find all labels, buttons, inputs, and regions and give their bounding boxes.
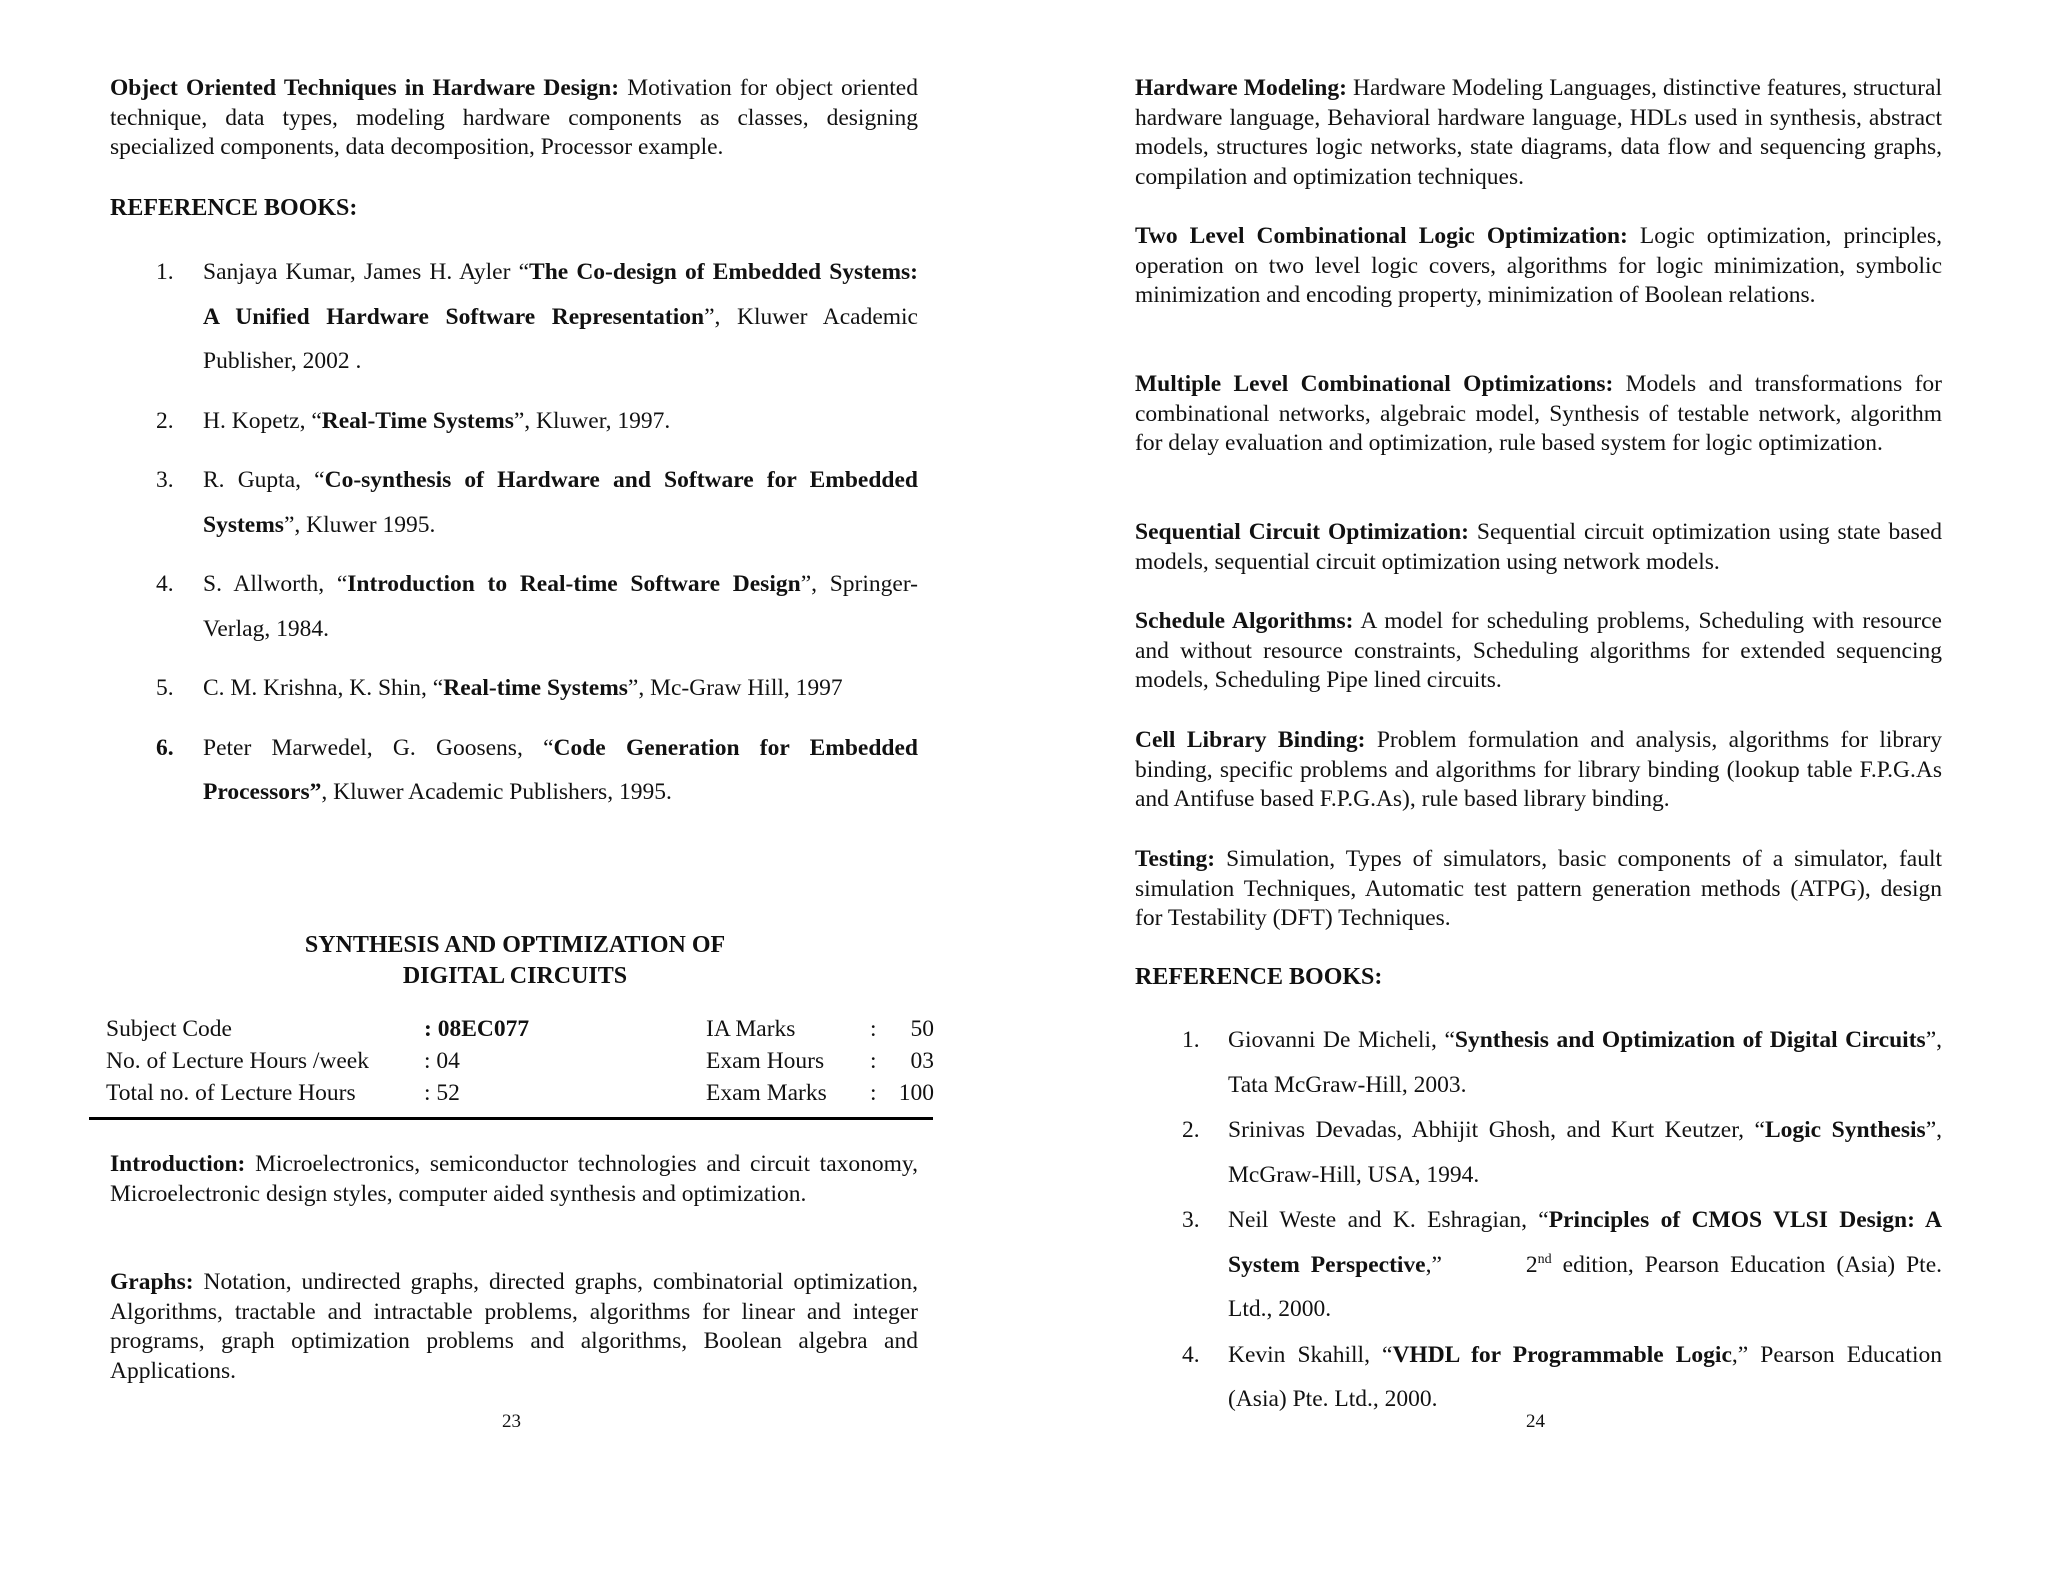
intro-paragraph (110, 1150, 918, 1209)
course-title-line2: DIGITAL CIRCUITS (402, 963, 628, 989)
section-text: Models and transformations for combinational networks, algebraic model, Synthesis of testable network, algorithm for delay evaluation and optimization, rule based system for logic optimization. (1135, 371, 1943, 456)
ref-number: 4. (1182, 1341, 1200, 1368)
ref-number: 1. (156, 259, 174, 285)
oop-heading: Object Oriented Techniques in Hardware Design: (110, 75, 620, 101)
ref-body: Sanjaya Kumar, James H. Ayler “The Co-design of Embedded Systems: A Unified Hardware Software Representation”, Kluwer Academic Publisher, 2002 . (203, 259, 918, 374)
ref-number: 3. (156, 467, 174, 493)
list-item (1182, 1333, 1942, 1422)
page-right (1024, 0, 2048, 1582)
ref-body: S. Allworth, “Introduction to Real-time Software Design”, Springer-Verlag, 1984. (203, 571, 919, 642)
meta-label: Total no. of Lecture Hours (106, 1080, 356, 1106)
course-title (150, 930, 880, 992)
section-heading: Multiple Level Combinational Optimizations: (1135, 371, 1614, 397)
page-number: 23 (502, 1411, 521, 1432)
ref-title: Co-synthesis of Hardware and Software for Embedded Systems (203, 467, 918, 538)
meta-value: 50 (910, 1016, 934, 1042)
edition-number: 2 (1525, 1251, 1538, 1278)
meta-value: : 08EC077 (424, 1016, 530, 1042)
section-text: Hardware Modeling Languages, distinctive features, structural hardware language, Behavioral hardware language, HDLs used in synthesis, abstract models, structures logic networks, state diagrams, data flow and sequencing graphs, compilation and optimization techniques. (1135, 75, 1942, 190)
section-multiple-level-optimization (1135, 370, 1942, 459)
right-ref-list (1182, 1018, 1942, 1422)
ref-title: Code Generation for Embedded Processors” (203, 734, 918, 805)
list-item (156, 399, 918, 444)
meta-value: 03 (910, 1048, 934, 1074)
left-ref-heading: REFERENCE BOOKS: (110, 195, 358, 221)
ref-number: 2. (156, 407, 174, 434)
meta-colon: : (870, 1048, 877, 1074)
section-cell-library-binding (1135, 726, 1942, 815)
ref-title: Real-time Systems (443, 675, 628, 701)
list-item (1182, 1198, 1942, 1332)
section-two-level-optimization (1135, 222, 1942, 311)
section-heading: Cell Library Binding: (1135, 727, 1366, 753)
section-text: A model for scheduling problems, Scheduling with resource and without resource constraints, Scheduling algorithms for extended sequencing models, Scheduling Pipe lined circuits. (1135, 608, 1942, 693)
table-row (106, 1016, 934, 1048)
meta-colon: : (870, 1016, 877, 1042)
list-item (156, 666, 918, 711)
section-text: Logic optimization, principles, operation on two level logic covers, algorithms for logic minimization, symbolic minimization and encoding property, minimization of Boolean relations. (1135, 223, 1942, 308)
graphs-heading: Graphs: (110, 1269, 194, 1295)
ref-number: 4. (156, 571, 174, 597)
ref-body: Kevin Skahill, “VHDL for Programmable Logic,” Pearson Education (Asia) Pte. Ltd., 2000. (1228, 1341, 1942, 1412)
ref-number: 5. (156, 675, 174, 701)
graphs-text: Notation, undirected graphs, directed graphs, combinatorial optimization, Algorithms, tractable and intractable problems, algorithms for linear and integer programs, graph optimization problems and algorithms, Boolean algebra and Applications. (110, 1269, 918, 1384)
list-item (156, 562, 918, 651)
ref-title: Real-Time Systems (321, 407, 514, 434)
meta-value: : 04 (424, 1048, 460, 1074)
meta-label: No. of Lecture Hours /week (106, 1048, 369, 1074)
oop-text: Motivation for object oriented technique, data types, modeling hardware components as classes, designing specialized components, data decomposition, Processor example. (110, 75, 918, 160)
graphs-paragraph (110, 1268, 918, 1386)
ref-title: Introduction to Real-time Software Design (347, 571, 801, 597)
intro-text: Microelectronics, semiconductor technologies and circuit taxonomy, Microelectronic design styles, computer aided synthesis and optimization. (110, 1151, 918, 1207)
intro-heading: Introduction: (110, 1151, 246, 1177)
ref-body: H. Kopetz, “Real-Time Systems”, Kluwer, 1997. (203, 407, 671, 434)
section-sequential-optimization (1135, 518, 1942, 577)
list-item (1182, 1018, 1942, 1107)
meta-colon: : (870, 1080, 877, 1106)
meta-label: Subject Code (106, 1016, 232, 1042)
oop-paragraph (110, 74, 918, 163)
list-item (156, 458, 918, 547)
ref-title: VHDL for Programmable Logic (1392, 1341, 1732, 1368)
section-heading: Schedule Algorithms: (1135, 608, 1354, 634)
page-number: 24 (1526, 1411, 1545, 1432)
ref-title: Principles of CMOS VLSI Design: A System Perspective (1228, 1207, 1942, 1278)
ref-number: 3. (1182, 1207, 1200, 1233)
section-heading: Sequential Circuit Optimization: (1135, 519, 1469, 545)
meta-value: 100 (898, 1080, 934, 1106)
ref-body: Peter Marwedel, G. Goosens, “Code Generation for Embedded Processors”, Kluwer Academic Publishers, 1995. (203, 734, 918, 805)
ref-number: 6. (156, 734, 174, 761)
course-title-line1: SYNTHESIS AND OPTIMIZATION OF (304, 932, 726, 958)
ref-title: The Co-design of Embedded Systems: A Unified Hardware Software Representation (203, 259, 918, 330)
section-testing (1135, 845, 1942, 934)
section-text: Simulation, Types of simulators, basic components of a simulator, fault simulation Techniques, Automatic test pattern generation methods (ATPG), design for Testability (DFT) Techniques. (1135, 846, 1943, 931)
divider (89, 1117, 933, 1120)
ref-title: Synthesis and Optimization of Digital Circuits (1454, 1027, 1926, 1053)
ref-body: Srinivas Devadas, Abhijit Ghosh, and Kurt Keutzer, “Logic Synthesis”, McGraw-Hill, USA, 1994. (1228, 1117, 1942, 1188)
section-schedule-algorithms (1135, 607, 1942, 696)
section-text: Sequential circuit optimization using state based models, sequential circuit optimization using network models. (1135, 519, 1942, 575)
section-hardware-modeling (1135, 74, 1942, 192)
table-row (106, 1048, 934, 1080)
ref-body: R. Gupta, “Co-synthesis of Hardware and Software for Embedded Systems”, Kluwer 1995. (203, 467, 918, 538)
ref-body: Giovanni De Micheli, “Synthesis and Optimization of Digital Circuits”, Tata McGraw-Hill, 2003. (1228, 1027, 1942, 1098)
edition-suffix: nd (1537, 1251, 1552, 1267)
list-item (156, 250, 918, 384)
list-item (1182, 1108, 1942, 1197)
section-heading: Testing: (1135, 846, 1216, 872)
course-meta-table (106, 1016, 934, 1112)
section-heading: Two Level Combinational Logic Optimization: (1135, 223, 1628, 249)
meta-label: Exam Marks (706, 1080, 827, 1106)
meta-value: : 52 (424, 1080, 460, 1106)
meta-label: Exam Hours (706, 1048, 825, 1074)
ref-body: Neil Weste and K. Eshragian, “Principles of CMOS VLSI Design: A System Perspective,” 2nd edition, Pearson Education (Asia) Pte. Ltd., 2000. (1228, 1207, 1943, 1322)
list-item (156, 726, 918, 815)
section-text: Problem formulation and analysis, algorithms for library binding, specific problems and algorithms for library binding (lookup table F.P.G.As and Antifuse based F.P.G.As), rule based library binding. (1135, 727, 1942, 812)
meta-label: IA Marks (706, 1016, 796, 1042)
section-heading: Hardware Modeling: (1135, 75, 1347, 101)
ref-number: 1. (1182, 1027, 1200, 1053)
right-ref-heading: REFERENCE BOOKS: (1135, 964, 1383, 990)
left-ref-list (156, 250, 918, 815)
table-row (106, 1080, 934, 1112)
ref-number: 2. (1182, 1117, 1200, 1143)
ref-body: C. M. Krishna, K. Shin, “Real-time Systems”, Mc-Graw Hill, 1997 (203, 675, 843, 701)
ref-title: Logic Synthesis (1764, 1117, 1926, 1143)
